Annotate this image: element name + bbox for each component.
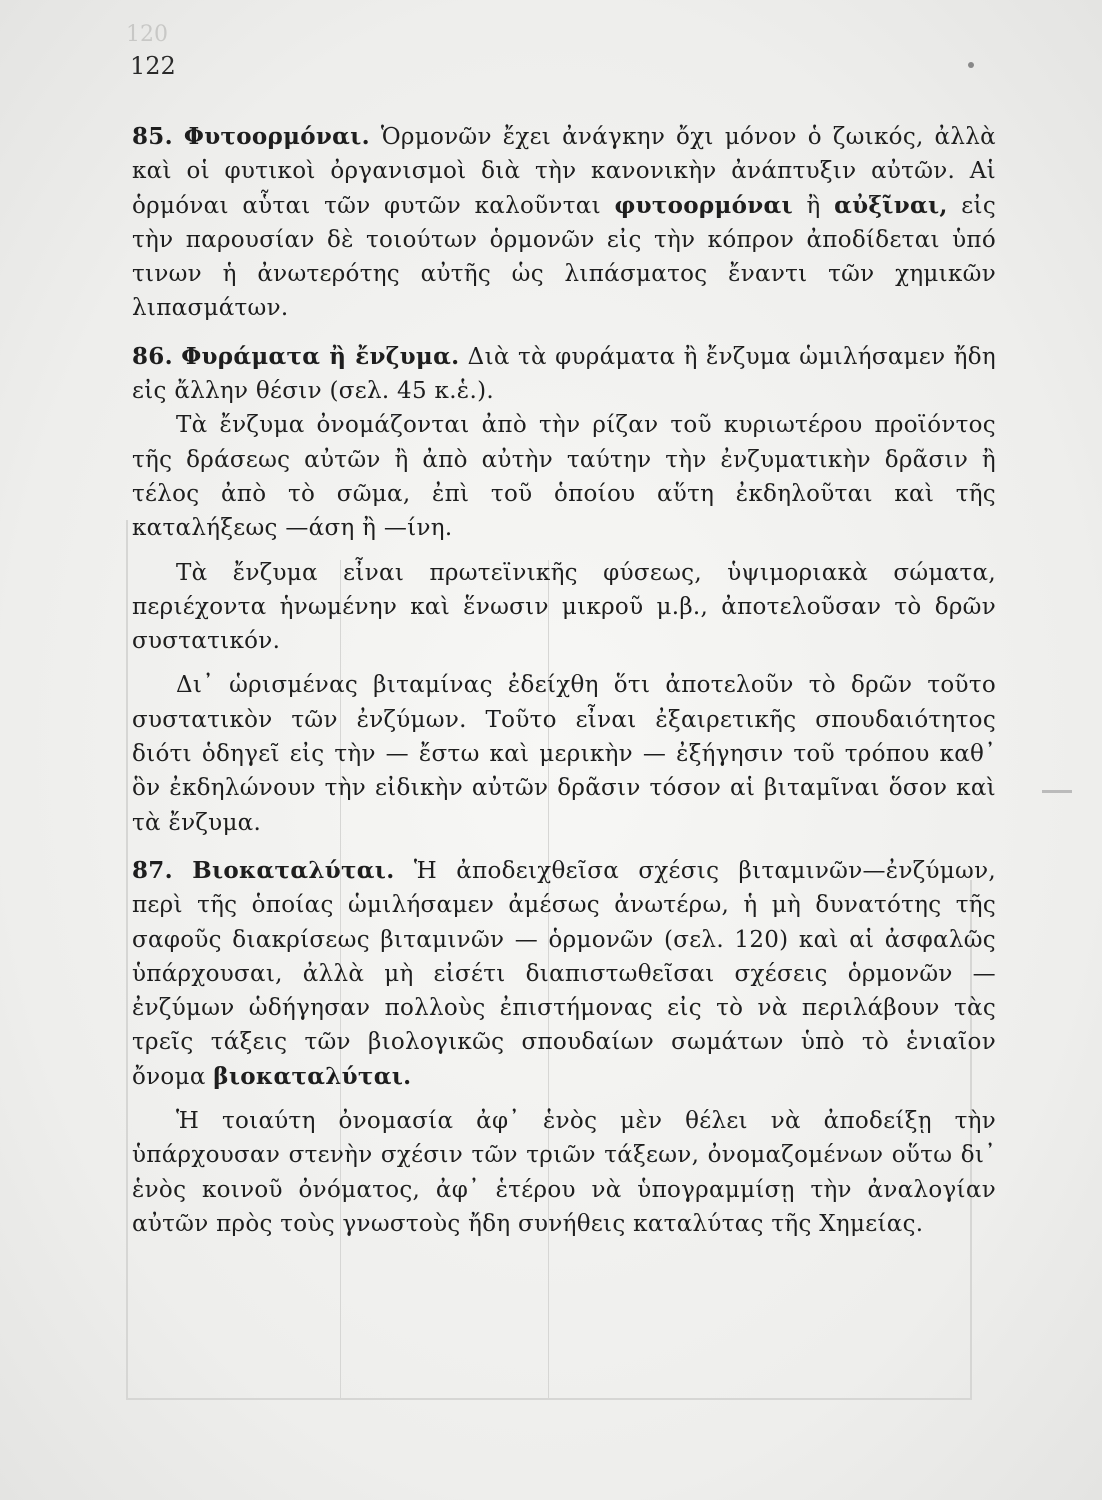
paragraph: Τὰ ἔνζυμα εἶναι πρωτεϊνικῆς φύσεως, ὑψιμοριακὰ σώματα, περιέχοντα ἡνωμένην καὶ ἕνωσιν μικροῦ μ.β., ἀποτελοῦσαν τὸ δρῶν συστατικόν.	[132, 559, 996, 655]
paragraph: Τὰ ἔνζυμα ὀνομάζονται ἀπὸ τὴν ρίζαν τοῦ κυριωτέρου προϊόντος τῆς δράσεως αὐτῶν ἢ ἀπὸ αὐτὴν ταύτην τὴν ἐνζυματικὴν δρᾶσιν ἢ τέλος ἀπὸ τὸ σῶμα, ἐπὶ τοῦ ὁποίου αὕτη ἐκδηλοῦται καὶ τῆς καταλήξεως —άση ἢ —ίνη.	[132, 412, 996, 542]
section-text: εἰς τὴν παρουσίαν δὲ τοιούτων ὁρμονῶν εἰς τὴν κόπρον ἀποδίδεται ὑπό τινων ἡ ἀνωτερότης αὐτῆς ὡς λιπάσματος ἔναντι τῶν χημικῶν λιπασμάτων.	[132, 192, 996, 322]
section-title: Βιοκαταλύται.	[192, 856, 395, 884]
bold-term: βιοκαταλύται.	[213, 1062, 412, 1090]
section-85	[132, 120, 996, 326]
bold-term: φυτοορμόναι	[614, 191, 793, 219]
bleed-through-table-frame	[126, 1398, 972, 1400]
section-text: Ἡ ἀποδειχθεῖσα σχέσις βιταμινῶν—ἐνζύμων, περὶ τῆς ὁποίας ὡμιλήσαμεν ἀμέσως ἀνωτέρω, ἡ μὴ δυνατότης τῆς σαφοῦς διακρίσεως βιταμινῶν — ὁρμονῶν (σελ. 120) καὶ αἱ ἀσφαλῶς ὑπάρχουσαι, ἀλλὰ μὴ εἰσέτι διαπιστωθεῖσαι σχέσεις ὁρμονῶν — ἐνζύμων ὡδήγησαν πολλοὺς ἐπιστήμονας εἰς τὸ νὰ περιλάβουν τὰς τρεῖς τάξεις τῶν βιολογικῶς σπουδαίων σωμάτων ὑπὸ τὸ ἑνιαῖον ὄνομα	[132, 857, 996, 1090]
page-number: 122	[130, 52, 176, 80]
ink-speck	[968, 62, 974, 68]
paragraph: Δι᾽ ὡρισμένας βιταμίνας ἐδείχθη ὅτι ἀποτελοῦν τὸ δρῶν τοῦτο συστατικὸν τῶν ἐνζύμων. Τοῦτο εἶναι ἐξαιρετικῆς σπουδαιότητος διότι ὁδηγεῖ εἰς τὴν — ἔστω καὶ μερικὴν — ἐξήγησιν τοῦ τρόπου καθ᾽ ὃν ἐκδηλώνουν τὴν εἰδικὴν αὐτῶν δρᾶσιν τόσον αἱ βιταμῖναι ὅσον καὶ τὰ ἔνζυμα.	[132, 672, 996, 836]
section-text: ἢ	[806, 192, 821, 219]
section-text: Διὰ τὰ φυράματα ἢ ἔνζυμα ὡμιλήσαμεν ἤδη εἰς ἄλλην θέσιν (σελ. 45 κ.ἑ.).	[132, 343, 996, 405]
section-title: Φυράματα ἢ ἔνζυμα.	[181, 342, 460, 370]
body-text	[132, 120, 996, 1241]
section-number: 86.	[132, 342, 173, 370]
section-title: Φυτοορμόναι.	[183, 123, 370, 150]
margin-mark	[1042, 790, 1072, 793]
section-87	[132, 854, 996, 1094]
section-text: Ὁρμονῶν ἔχει ἀνάγκην ὄχι μόνον ὁ ζωικός, ἀλλὰ καὶ οἱ φυτικοὶ ὀργανισμοὶ διὰ τὴν κανονικὴν ἀνάπτυξιν αὐτῶν. Αἱ ὁρμόναι αὗται τῶν φυτῶν καλοῦνται	[132, 124, 996, 219]
section-86	[132, 340, 996, 409]
paragraph: Ἡ τοιαύτη ὀνομασία ἀφ᾽ ἑνὸς μὲν θέλει νὰ ἀποδείξῃ τὴν ὑπάρχουσαν στενὴν σχέσιν τῶν τριῶν τάξεων, ὀνομαζομένων οὕτω δι᾽ ἑνὸς κοινοῦ ὀνόματος, ἀφ᾽ ἑτέρου νὰ ὑπογραμμίσῃ τὴν ἀναλογίαν αὐτῶν πρὸς τοὺς γνωστοὺς ἤδη συνήθεις καταλύτας τῆς Χημείας.	[132, 1108, 996, 1237]
section-number: 85.	[132, 123, 173, 150]
bleed-through-page-number: 120	[126, 22, 168, 47]
bleed-through-table-frame	[126, 520, 128, 1400]
section-number: 87.	[132, 856, 173, 884]
bold-term: αὐξῖναι,	[834, 191, 948, 219]
